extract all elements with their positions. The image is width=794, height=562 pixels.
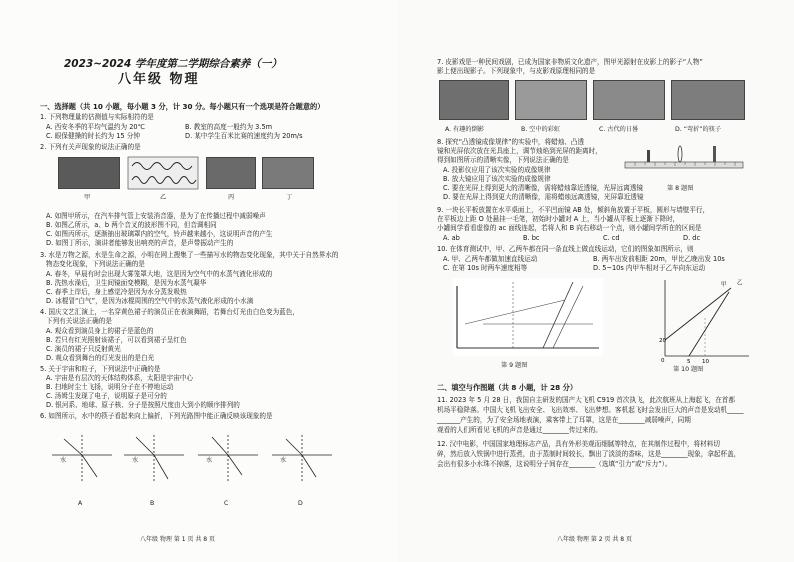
question-2-option-c: C. 如图丙所示，逐渐抽出玻璃罩内的空气，铃声越来越小，这说明声音的产生: [46, 230, 273, 238]
q7-figure-d: [671, 80, 745, 120]
question-9-option-c: C. cd: [603, 234, 620, 242]
question-1: 1. 下列物理量的估测值与实际相符的是: [40, 113, 154, 121]
q7-figure-a: [439, 80, 509, 120]
svg-text:20: 20: [659, 338, 666, 344]
svg-text:0: 0: [661, 358, 665, 364]
q2-figure-ding: [262, 157, 314, 189]
q6-water-label-d: 水: [280, 457, 287, 464]
question-5-option-a: A. 宇宙是有层次的天体结构体系，太阳是宇宙中心: [46, 374, 194, 382]
q2-figure-jia: [58, 157, 120, 189]
question-7-line-2: 影上便出现影子。下列现象中，与皮影戏原理相同的是: [437, 67, 596, 75]
q10-distance-time-graph: [645, 278, 755, 364]
question-1-option-b: B. 教室的高度一般约为 3.5m: [185, 123, 273, 131]
exam-page-2: [397, 0, 794, 562]
q8-optical-bench: [625, 140, 745, 180]
question-11-line-4: 观看的人们所看见飞机的声音是通过________传过来的。: [437, 426, 602, 434]
q2-label-jia: 甲: [84, 194, 91, 201]
question-1-option-d: D. 某中学生百米比赛的速度约为 20m/s: [185, 132, 303, 140]
question-8-line-3: 得到如图所示的清晰实像，下列说法正确的是: [437, 156, 569, 164]
question-10-option-a: A. 甲、乙两车都做加速直线运动: [443, 255, 538, 263]
q6-option-c-label: C: [224, 500, 229, 507]
q6-option-b-label: B: [150, 500, 155, 507]
question-3-option-a: A. 春冬，早晨有时会出现大雾笼罩大地，这是因为空气中的水蒸气液化形成的: [46, 270, 273, 278]
svg-text:甲: 甲: [721, 282, 727, 288]
question-8-line-2: 镜和光屏依次放在光具座上，调节烛焰到光屏的距离时，: [437, 147, 602, 155]
exam-title: 2023~2024 学年度第二学期综合素养（一）: [64, 58, 282, 70]
section-1-heading: 一、选择题（共 10 小题，每小题 3 分，计 30 分。每小题只有一个选项是符合题意的）: [40, 102, 325, 111]
q2-label-bing: 丙: [228, 194, 235, 201]
q6-option-a-label: A: [78, 500, 83, 507]
q2-figure-bing: [206, 157, 256, 189]
question-3-option-d: D. 冰棍冒“白气”，是因为冰棍周围的空气中的水蒸气液化形成的小水滴: [46, 297, 254, 305]
question-9-option-d: D. dc: [683, 234, 701, 242]
question-10: 10. 在体育测试中，甲、乙两车都在同一条直线上做直线运动，它们的图象如图所示，则: [437, 245, 694, 253]
q7-figure-c: [593, 80, 665, 120]
question-2-option-b: B. 如图乙所示，a、b 两个音叉的波形图不同，但音调相同: [46, 221, 217, 229]
question-8-option-d: D. 要在光屏上得到更大的清晰像，需将蜡烛远离透镜，光屏靠近透镜: [443, 193, 644, 201]
question-10-option-b: B. 两车出发前相距 20m，甲比乙晚出发 10s: [593, 255, 725, 263]
question-10-option-d: D. 5~10s 内甲车相对于乙车向东运动: [593, 264, 706, 272]
question-8: 8. 探究“凸透镜成像规律”的实验中，将蜡烛、凸透: [437, 138, 585, 146]
q2-figure-yi-waveforms: [128, 157, 198, 189]
exam-subtitle: 八年级 物理: [118, 72, 200, 87]
question-12-line-3: 会出有很多小水珠不掉落，这说明分子间存在________（选填“引力”或“斥力”）。: [437, 460, 672, 468]
question-5: 5. 关于宇宙和粒子，下列说法中正确的是: [40, 365, 161, 373]
question-4: 4. 国庆文艺汇演上，一名穿黄色裙子的演员正在表演舞蹈，若舞台灯光由白色变为蓝色，: [40, 308, 299, 316]
question-4-option-a: A. 观众看到演员身上的裙子是蓝色的: [46, 327, 154, 335]
page-2-footer: 八年级 物理 第 2 页 共 8 页: [557, 536, 632, 543]
question-11-line-3: _______产生的，为了安全场地表演，乘客带上了耳罩，这是在________减弱噪声，同期: [437, 416, 691, 424]
question-4-option-b: B. 若只有红光照射该裙子，可以看到裙子呈红色: [46, 336, 187, 344]
svg-text:10: 10: [702, 359, 709, 365]
page-1-footer: 八年级 物理 第 1 页 共 8 页: [140, 536, 215, 543]
question-8-option-c: C. 要在光屏上得到更大的清晰像，需将蜡烛靠近透镜，光屏远离透镜: [443, 184, 644, 192]
question-5-option-c: C. 汤姆生发现了电子，说明原子是可分的: [46, 392, 167, 400]
question-10-option-c: C. 在第 10s 时两车速度相等: [443, 264, 528, 272]
question-3-option-c: C. 春季上岸后，身上感觉冷是因为水分蒸发吸热: [46, 288, 187, 296]
question-9-option-b: B. bc: [523, 234, 540, 242]
question-2: 2. 下列有关声现象的说法正确的是: [40, 143, 141, 151]
svg-text:乙: 乙: [737, 280, 743, 286]
q6-water-label-c: 水: [206, 457, 213, 464]
fig-8-caption: 第 8 题图: [667, 185, 694, 192]
question-6: 6. 如图所示，水中的筷子看起来向上偏折，下列光路图中能正确反映该现象的是: [40, 412, 273, 420]
question-8-option-b: B. 放大镜应用了该次实验的成像规律: [443, 175, 551, 183]
fig-9-caption: 第 9 题图: [501, 362, 528, 369]
q7-caption-d: D. “弯折”的筷子: [675, 126, 722, 133]
question-1-option-a: A. 西安冬季的平均气温约为 20℃: [46, 123, 146, 131]
q6-water-label-b: 水: [132, 457, 139, 464]
question-4-option-c: C. 演员的裙子只反射黄光: [46, 345, 121, 353]
question-8-option-a: A. 投影仪应用了该次实验的成像规律: [443, 166, 551, 174]
question-3-option-b: B. 洗热水澡后，卫生间镜面变模糊，是因为水蒸气凝华: [46, 279, 207, 287]
q7-caption-a: A. 有趣的倒影: [445, 126, 484, 133]
question-2-option-d: D. 如图丁所示，演讲者能够发出响亮的声音，是声带振动产生的: [46, 239, 234, 247]
question-9-option-a: A. ab: [443, 234, 460, 242]
question-4-line-2: 下列有关说法正确的是: [46, 317, 112, 325]
q7-caption-c: C. 古代的日晷: [599, 126, 639, 133]
fig-10-caption: 第 10 题图: [673, 366, 704, 373]
question-11: 11. 2023 年 5 月 28 日，我国自主研发的国产大飞机 C919 首次执飞，此次航班从上海起飞，在首都: [437, 396, 735, 404]
q2-label-ding: 丁: [286, 194, 293, 201]
question-3-line-2: 物态变化现象，下列说法正确的是: [46, 260, 145, 268]
question-12: 12. 汉中电影，中国国家地理标志产品，具有外形美观而细腻等特点，在其制作过程中，将材料切: [437, 440, 720, 448]
q2-label-yi: 乙: [160, 194, 167, 201]
question-7: 7. 皮影戏是一种民间戏剧，已成为国家非物质文化遗产，图甲光源射在皮影上的影子“人物”: [437, 58, 703, 66]
question-5-option-b: B. 扫地时尘土飞扬，说明分子在不停地运动: [46, 383, 174, 391]
question-5-option-d: D. 银河系、地球、原子核、分子是按照尺度由大到小的顺序排列的: [46, 401, 240, 409]
q6-ray-diagrams: [52, 425, 332, 495]
q7-caption-b: B. 空中的彩虹: [521, 126, 561, 133]
q6-water-label-a: 水: [60, 457, 67, 464]
q6-option-d-label: D: [298, 500, 303, 507]
question-4-option-d: D. 观众看到舞台的灯光发出的是白光: [46, 354, 155, 362]
question-2-option-a: A. 如图甲所示，在汽车排气管上安装消音器，是为了在传播过程中减弱噪声: [46, 212, 266, 220]
q9-mirror-diagram: [453, 278, 603, 356]
section-2-heading: 二、填空与作图题（共 8 小题，计 28 分）: [437, 383, 578, 392]
question-12-line-2: 碎，然后放入铁锅中进行蒸煮，由于蒸制时间较长，飘出了淡淡的香味，这是________现象，拿起杯盖，: [437, 450, 741, 458]
question-3: 3. 水是万物之源，水是生命之源，小明在网上搜集了一些描写水的物态变化现象，其中关于自然界水的: [40, 251, 339, 259]
question-9-line-3: 小罐间学看看虚像的 ac 面线连起，若将人和 B 向右移动一个点，则小罐间学所在的区间是: [437, 224, 702, 232]
question-9-line-2: 在平板边上距 O 处悬挂一毛笔，初始时小罐对 A 上，当小罐从平板上逐渐下降时，: [437, 215, 680, 223]
question-1-option-c: C. 眼保健操的时长约为 15 分钟: [46, 132, 140, 140]
svg-text:5: 5: [687, 359, 691, 365]
question-9: 9. 一块长平板放置在水平桌面上，不平凹面镜 AB 处，倾斜角放置于平板，圆形与墙壁平行，: [437, 206, 710, 214]
q7-figure-b: [515, 80, 587, 120]
question-11-line-2: 机场平稳降落。中国大飞机飞出安全、飞出效率、飞出梦想。客机起飞时会发出巨大的声音是发动机_____: [437, 406, 744, 414]
